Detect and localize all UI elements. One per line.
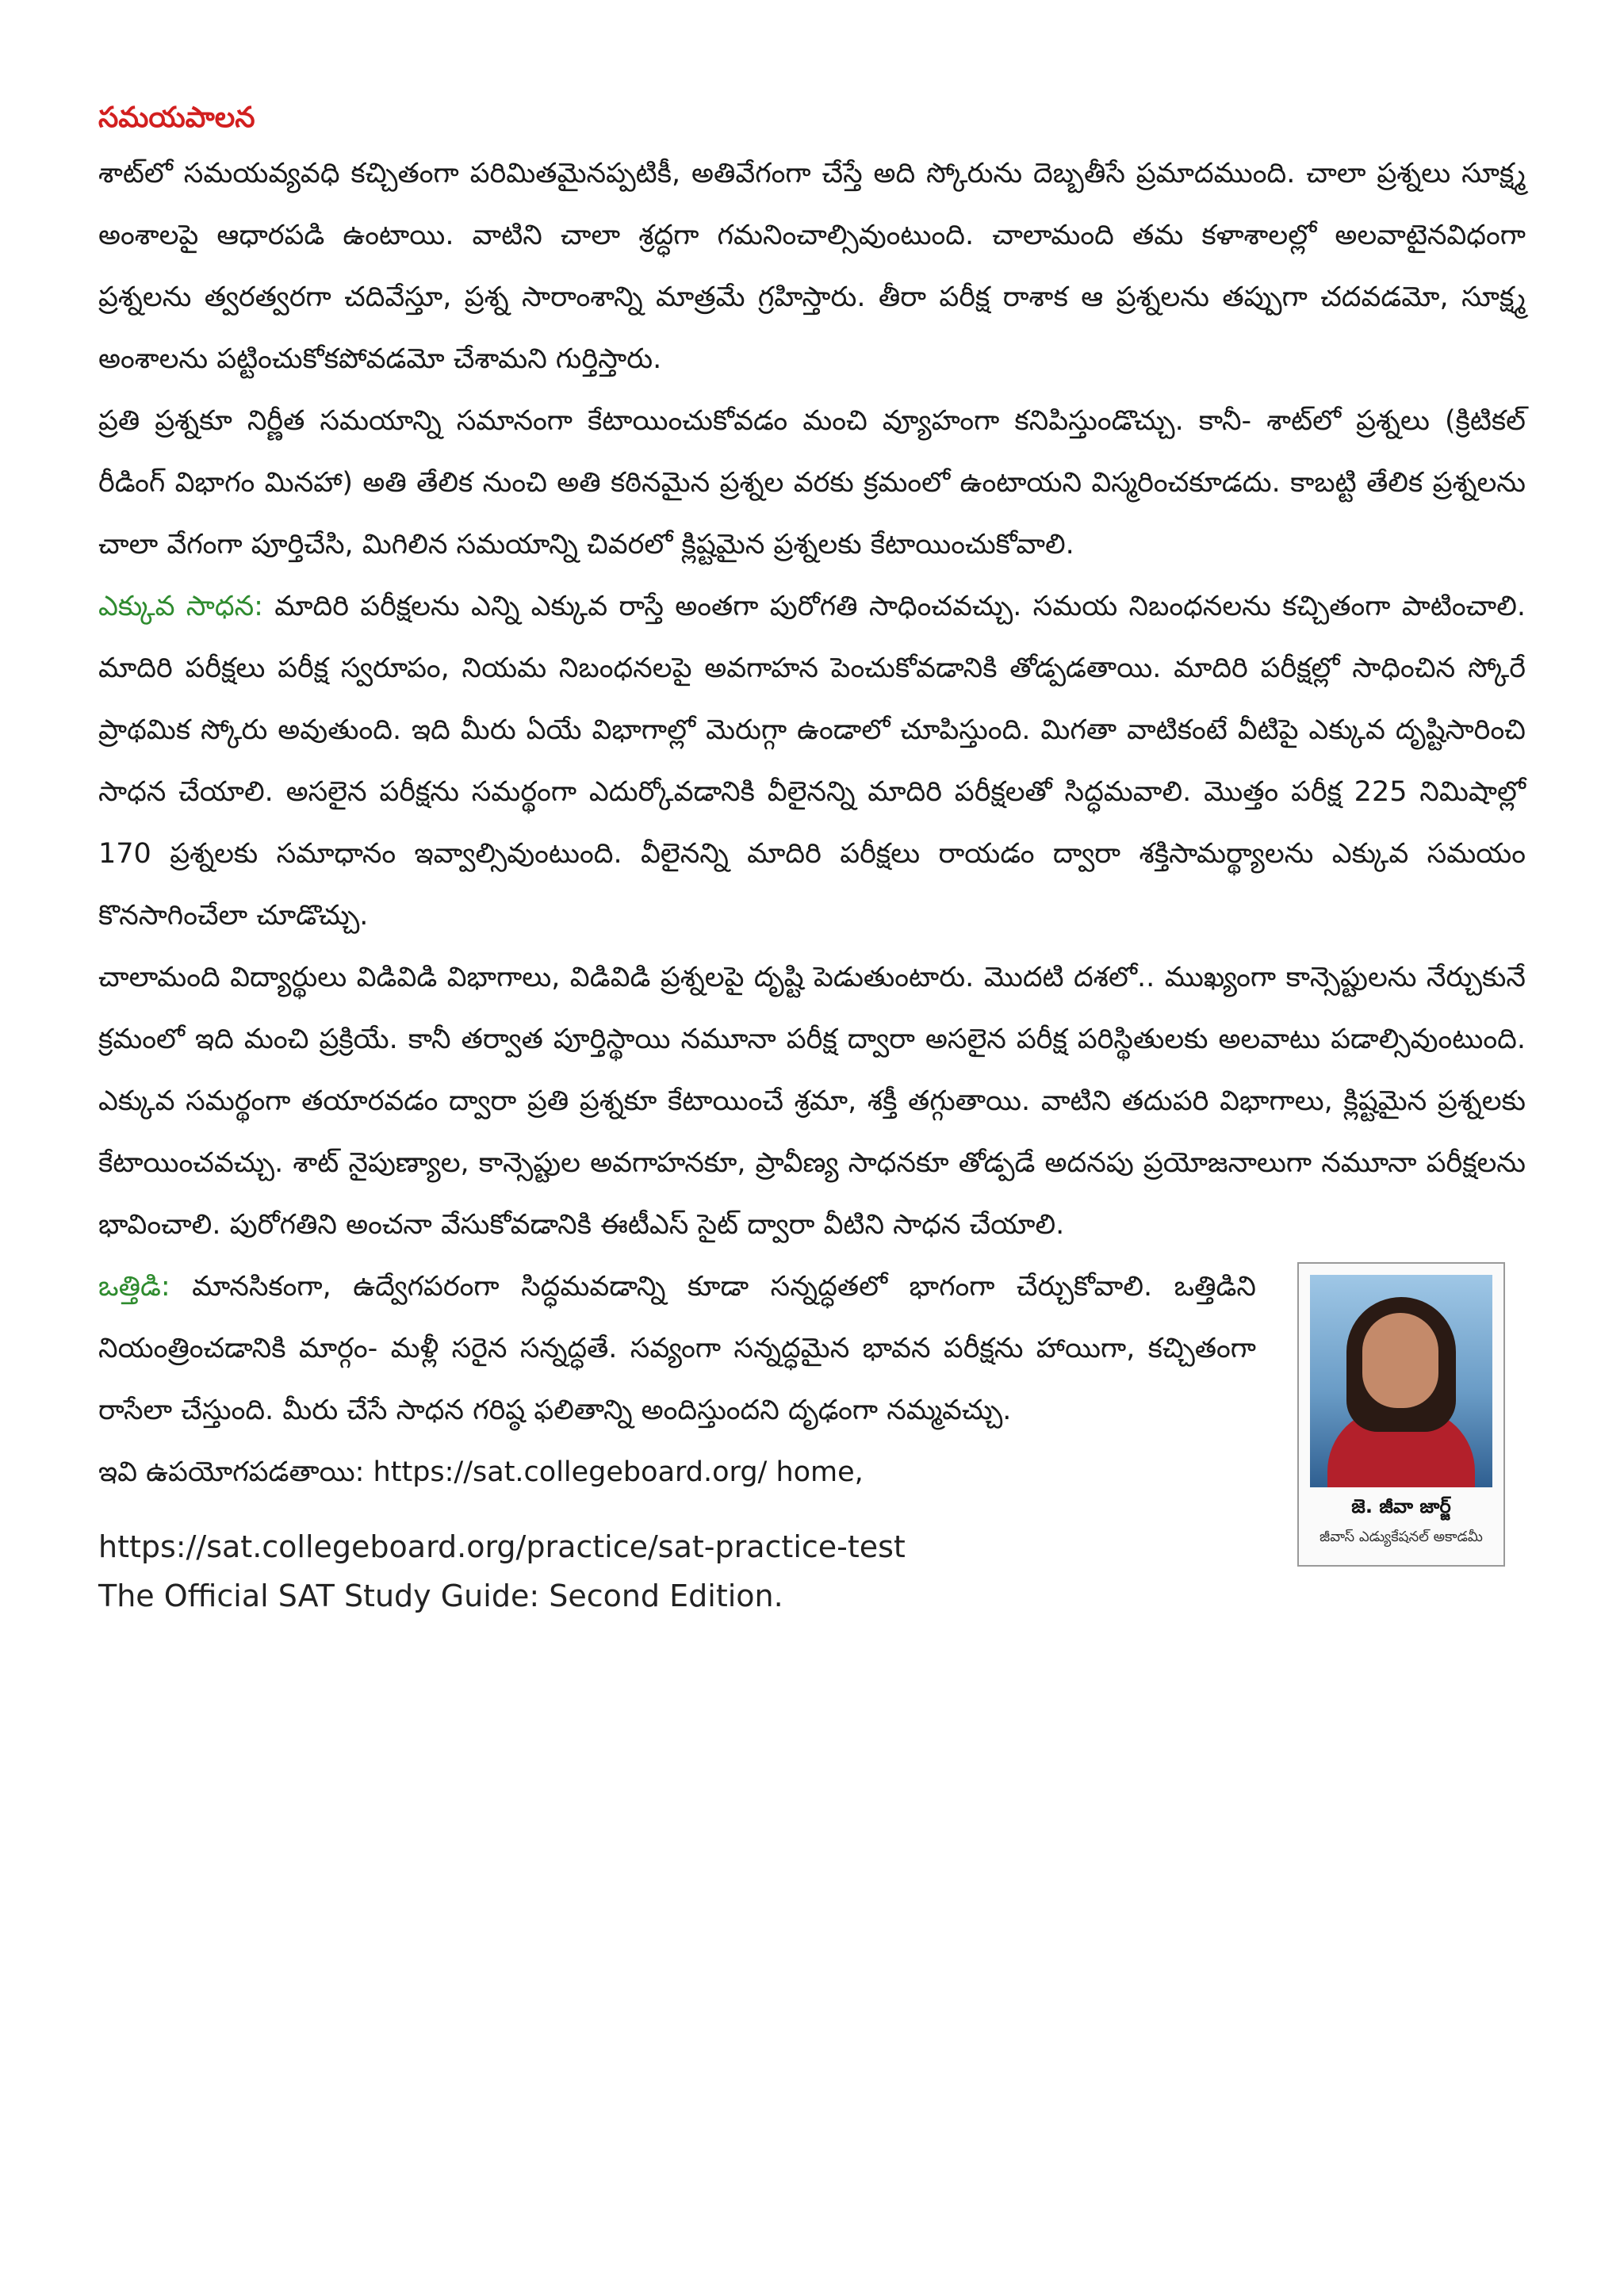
paragraph-time-limit: శాట్‌లో సమయవ్యవధి కచ్చితంగా పరిమితమైనప్పటికీ, అతివేగంగా చేస్తే అది స్కోరును దెబ్బతీసే ప్రమాదముంది. చాలా ప్రశ్నలు సూక్ష్మ అంశాలపై ఆధారపడి ఉంటాయి. వాటిని చాలా శ్రద్ధగా గమనించాల్సివుంటుంది. చాలామంది తమ కళాశాలల్లో అలవాటైనవిధంగా ప్రశ్నలను త్వరత్వరగా చదివేస్తూ, ప్రశ్న సారాంశాన్ని మాత్రమే గ్రహిస్తారు. తీరా పరీక్ష రాశాక ఆ ప్రశ్నలను తప్పుగా చదవడమో, సూక్ష్మ అంశాలను పట్టించుకోకపోవడమో చేశామని గుర్తిస్తారు. xyxy=(98,158,1526,375)
article xyxy=(98,94,1526,1621)
author-photo-face xyxy=(1362,1313,1438,1408)
author-affiliation: జీవాస్ ఎడ్యుకేషనల్ అకాడమీ xyxy=(1320,1529,1483,1545)
paragraph-time-allocation: ప్రతి ప్రశ్నకూ నిర్ణీత సమయాన్ని సమానంగా కేటాయించుకోవడం మంచి వ్యూహంగా కనిపిస్తుండొచ్చు. కానీ- శాట్‌లో ప్రశ్నలు (క్రిటికల్ రీడింగ్ విభాగం మినహా) అతి తేలిక నుంచి అతి కఠినమైన ప్రశ్నల వరకు క్రమంలో ఉంటాయని విస్మరించకూడదు. కాబట్టి తేలిక ప్రశ్నలను చాలా వేగంగా పూర్తిచేసి, మిగిలిన సమయాన్ని చివరలో క్లిష్టమైన ప్రశ్నలకు కేటాయించుకోవాలి. xyxy=(98,405,1526,561)
practice-test-link[interactable]: https://sat.collegeboard.org/practice/sat-practice-test xyxy=(98,1529,906,1564)
author-name: జె. జీవా జార్జ్ xyxy=(1351,1495,1451,1517)
paragraph-full-tests: చాలామంది విద్యార్థులు విడివిడి విభాగాలు, విడివిడి ప్రశ్నలపై దృష్టి పెడుతుంటారు. మొదటి దశలో.. ముఖ్యంగా కాన్సెప్టులను నేర్చుకునే క్రమంలో ఇది మంచి ప్రక్రియే. కానీ తర్వాత పూర్తిస్థాయి నమూనా పరీక్ష ద్వారా అసలైన పరీక్ష పరిస్థితులకు అలవాటు పడాల్సివుంటుంది. ఎక్కువ సమర్థంగా తయారవడం ద్వారా ప్రతి ప్రశ్నకూ కేటాయించే శ్రమా, శక్తీ తగ్గుతాయి. వాటిని తదుపరి విభాగాలు, క్లిష్టమైన ప్రశ్నలకు కేటాయించవచ్చు. శాట్ నైపుణ్యాల, కాన్సెప్టుల అవగాహనకూ, ప్రావీణ్య సాధనకూ తోడ్పడే అదనపు ప్రయోజనాలుగా నమూనా పరీక్షలను భావించాలి. పురోగతిని అంచనా వేసుకోవడానికి ఈటీఎస్ సైట్ ద్వారా వీటిని సాధన చేయాలి. xyxy=(98,962,1526,1241)
author-photo xyxy=(1310,1275,1492,1487)
paragraph-practice xyxy=(98,576,1526,947)
paragraph-stress xyxy=(98,1256,1256,1441)
stress-heading: ఒత్తిడి: xyxy=(98,1271,170,1303)
section-title: సమయపాలన xyxy=(98,101,255,134)
stress-text: మానసికంగా, ఉద్వేగపరంగా సిద్ధమవడాన్ని కూడా సన్నద్ధతలో భాగంగా చేర్చుకోవాలి. ఒత్తిడిని నియంత్రించడానికి మార్గం- మళ్లీ సరైన సన్నద్ధతే. సవ్యంగా సన్నద్ధమైన భావన పరీక్షను హాయిగా, కచ్చితంగా రాసేలా చేస్తుంది. మీరు చేసే సాధన గరిష్ఠ ఫలితాన్ని అందిస్తుందని దృఢంగా నమ్మవచ్చు. xyxy=(98,1271,1256,1426)
practice-heading: ఎక్కువ సాధన: xyxy=(98,591,263,622)
stress-section xyxy=(98,1256,1526,1545)
study-guide-title: The Official SAT Study Guide: Second Edition. xyxy=(98,1578,783,1613)
author-card xyxy=(1297,1262,1505,1567)
paragraph-resources: ఇవి ఉపయోగపడతాయి: https://sat.collegeboard.org/ home, xyxy=(98,1456,864,1488)
practice-text: మాదిరి పరీక్షలను ఎన్ని ఎక్కువ రాస్తే అంతగా పురోగతి సాధించవచ్చు. సమయ నిబంధనలను కచ్చితంగా పాటించాలి. మాదిరి పరీక్షలు పరీక్ష స్వరూపం, నియమ నిబంధనలపై అవగాహన పెంచుకోవడానికి తోడ్పడతాయి. మాదిరి పరీక్షల్లో సాధించిన స్కోరే ప్రాథమిక స్కోరు అవుతుంది. ఇది మీరు ఏయే విభాగాల్లో మెరుగ్గా ఉండాలో చూపిస్తుంది. మిగతా వాటికంటే వీటిపై ఎక్కువ దృష్టిసారించి సాధన చేయాలి. అసలైన పరీక్షను సమర్థంగా ఎదుర్కోవడానికి వీలైనన్ని మాదిరి పరీక్షలతో సిద్ధమవాలి. మొత్తం పరీక్ష 225 నిమిషాల్లో 170 ప్రశ్నలకు సమాధానం ఇవ్వాల్సివుంటుంది. వీలైనన్ని మాదిరి పరీక్షలు రాయడం ద్వారా శక్తిసామర్థ్యాలను ఎక్కువ సమయం కొనసాగించేలా చూడొచ్చు. xyxy=(98,591,1526,932)
